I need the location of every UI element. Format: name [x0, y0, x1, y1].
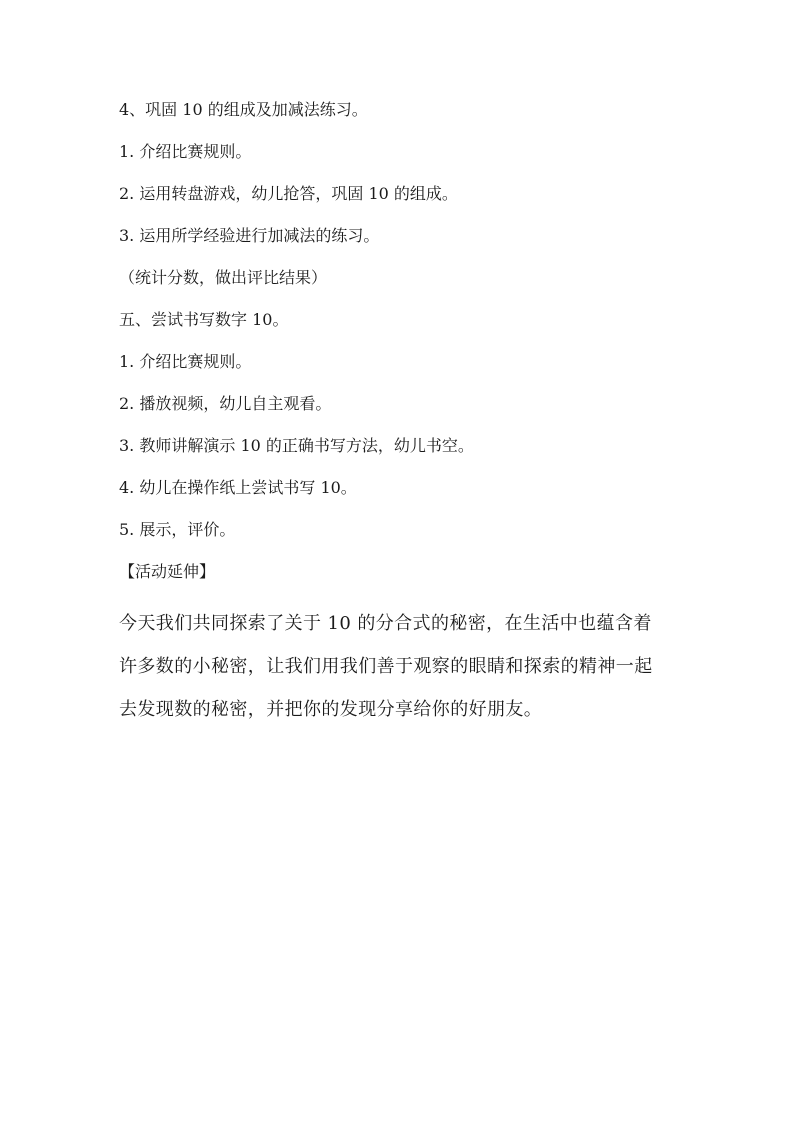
extension-heading: 【活动延伸】: [119, 562, 216, 581]
list-item: 1. 介绍比赛规则。: [119, 352, 252, 371]
list-item: 3. 运用所学经验进行加减法的练习。: [119, 226, 380, 245]
note-line: （统计分数，做出评比结果）: [119, 268, 328, 287]
list-item: 3. 教师讲解演示 10 的正确书写方法，幼儿书空。: [119, 436, 474, 455]
list-item: 4. 幼儿在操作纸上尝试书写 10。: [119, 478, 357, 497]
section-5-heading: 五、尝试书写数字 10。: [119, 310, 289, 329]
extension-paragraph: 今天我们共同探索了关于 10 的分合式的秘密，在生活中也蕴含着许多数的小秘密，让我们用我们善于观察的眼睛和探索的精神一起去发现数的秘密，并把你的发现分享给你的好朋友。: [119, 613, 653, 720]
list-item: 5. 展示，评价。: [119, 520, 236, 539]
step-4-heading: 4、巩固 10 的组成及加减法练习。: [119, 100, 368, 119]
document-body: [119, 100, 679, 731]
list-item: 1. 介绍比赛规则。: [119, 142, 252, 161]
list-item: 2. 运用转盘游戏，幼儿抢答，巩固 10 的组成。: [119, 184, 458, 203]
list-item: 2. 播放视频，幼儿自主观看。: [119, 394, 332, 413]
